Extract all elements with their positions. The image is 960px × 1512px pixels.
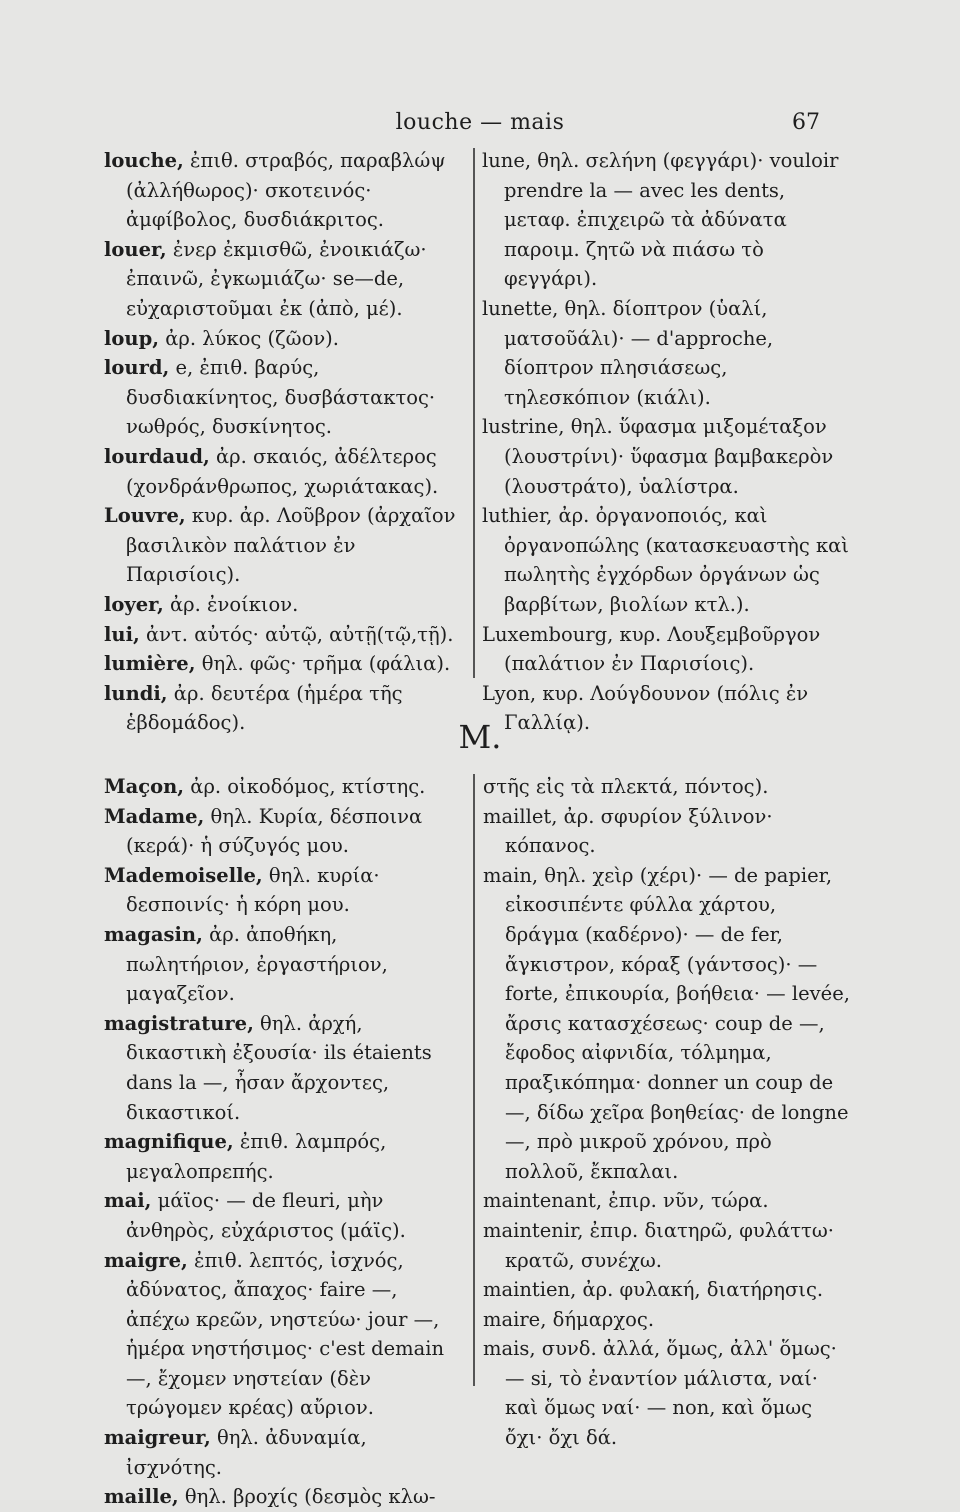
dictionary-entry — [483, 1334, 853, 1452]
entry-headword: maille, — [104, 1485, 179, 1509]
dictionary-entry — [104, 802, 466, 861]
dictionary-entry — [104, 146, 466, 235]
entry-definition: κυρ. ἀρ. Λοῦβρον (ἀρχαῖον βασιλικὸν παλάτιον ἐν Παρισίοις). — [126, 504, 456, 587]
dictionary-entry — [104, 501, 466, 590]
entry-definition: θηλ. φῶς· τρῆμα (φάλια). — [195, 652, 451, 676]
dictionary-entry — [104, 861, 466, 920]
entry-definition: lunette, θηλ. δίοπτρον (ὑαλί, ματσοῦάλι)· — d'approche, δίοπτρον πλησιάσεως, τηλεσκόπιον (κιάλι). — [482, 296, 774, 409]
entry-definition: luthier, ἀρ. ὀργανοποιός, καὶ ὀργανοπώλης (κατασκευαστὴς καὶ πωλητὴς ἐγχόρδων ὀργάνων ὡς βαρβίτων, βιολίων κτλ.). — [482, 504, 849, 616]
entry-definition: ἐπιθ. λαμπρός, μεγαλοπρεπής. — [126, 1130, 387, 1183]
dictionary-entry — [104, 1423, 466, 1482]
entry-headword: lumière, — [104, 652, 196, 676]
dictionary-entry — [104, 1186, 466, 1245]
entry-definition: mais, συνδ. ἀλλά, ὅμως, ἀλλ' ὅμως· — si, τὸ ἐναντίον μάλιστα, ναί· καὶ ὅμως ναί· — non, καὶ ὅμως ὄχι· ὄχι δά. — [483, 1337, 837, 1450]
dictionary-entry — [482, 412, 852, 501]
dictionary-entry — [104, 590, 466, 620]
entry-definition: ἐπιθ. λεπτός, ἰσχνός, ἀδύνατος, ἄπαχος· faire —, ἀπέχω κρεῶν, νηστεύω· jour —, ἡμέρα νηστήσιμος· c'est demain —, ἔχομεν νηστείαν (δὲν τρώγομεν κρέας) αὔριον. — [126, 1248, 445, 1420]
entry-definition: ἐπιθ. στραβός, παραβλώψ (ἀλλήθωρος)· σκοτεινός· ἀμφίβολος, δυσδιάκριτος. — [126, 149, 446, 232]
dictionary-entry — [483, 1275, 853, 1305]
dictionary-entry — [104, 353, 466, 442]
entry-definition: ἀρ. οἰκοδόμος, κτίστης. — [184, 775, 426, 798]
entry-definition: maintenir, ἐπιρ. διατηρῶ, φυλάττω· κρατῶ, συνέχω. — [483, 1218, 834, 1272]
dictionary-entry — [104, 442, 466, 501]
dictionary-entry — [104, 324, 466, 354]
entry-headword: maigreur, — [104, 1426, 211, 1450]
entry-definition: μάϊος· — de fleuri, μὴν ἀνθηρὸς, εὐχάριστος (μάϊς). — [126, 1189, 406, 1242]
entry-definition: maire, δήμαρχος. — [483, 1307, 655, 1331]
dictionary-entry — [104, 235, 466, 324]
entry-headword: mai, — [104, 1189, 152, 1213]
entry-definition: θηλ. ἀρχή, δικαστικὴ ἐξουσία· ils étaients dans la —, ἦσαν ἄρχοντες, δικαστικοί. — [126, 1011, 432, 1124]
entry-headword: lui, — [104, 622, 140, 646]
entry-headword: Louvre, — [104, 504, 186, 528]
entry-definition: main, θηλ. χεὶρ (χέρι)· — de papier, εἰκοσιπέντε φύλλα χάρτου, δράγμα (καδέρνο)· — de fer, ἄγκιστρον, κόραξ (γάντσος)· — forte, ἐπικουρία, βοήθεια· — levée, ἄρσις κατασχέσεως· coup de —, ἔφοδος αἰφνιδία, τόλμημα, πραξικόπημα· donner un coup de —, δίδω χεῖρα βοηθείας· de longne —, πρὸ μικροῦ χρόνου, πρὸ πολλοῦ, ἔκπαλαι. — [483, 863, 850, 1183]
entry-headword: maigre, — [104, 1248, 188, 1272]
entry-definition: ἀρ. σκαιός, ἀδέλτερος (χονδράνθρωπος, χωριάτακας). — [126, 444, 439, 498]
column-divider — [473, 774, 475, 1386]
column-divider — [473, 148, 475, 678]
entry-definition: ἀρ. δευτέρα (ἡμέρα τῆς ἑβδομάδος). — [126, 681, 403, 735]
entry-definition: θηλ. ἀδυναμία, ἰσχνότης. — [126, 1426, 367, 1479]
entry-definition: ἀντ. αὐτός· αὐτῷ, αὐτῇ(τῷ,τῇ). — [139, 622, 454, 646]
dictionary-entry — [104, 1009, 466, 1127]
entry-definition: θηλ. κυρία· δεσποινίς· ἡ κόρη μου. — [126, 863, 380, 917]
entry-definition: θηλ. Κυρία, δέσποινα (κερά)· ἡ σύζυγός μου. — [126, 804, 423, 858]
entry-headword: Maçon, — [104, 775, 185, 798]
dictionary-entry — [483, 802, 853, 861]
entry-headword: lourd, — [104, 356, 170, 380]
dictionary-entry — [104, 620, 466, 650]
entry-definition: e, ἐπιθ. βαρύς, δυσδιακίνητος, δυσβάστακτος· νωθρός, δυσκίνητος. — [126, 356, 436, 439]
entry-definition: ἐνερ ἐκμισθῶ, ἐνοικιάζω· ἐπαινῶ, ἐγκωμιάζω· se—de, εὐχαριστοῦμαι ἐκ (ἀπὸ, μέ). — [126, 237, 427, 320]
dictionary-entry — [483, 1305, 853, 1335]
entry-headword: Mademoiselle, — [104, 863, 263, 887]
entry-definition: στῆς εἰς τὰ πλεκτά, πόντος). — [483, 775, 769, 798]
column-right-top — [482, 146, 852, 738]
entry-headword: magasin, — [104, 922, 203, 946]
entry-definition: lustrine, θηλ. ὕφασμα μιξομέταξον (λουστρίνι)· ὕφασμα βαμβακερὸν (λουστράτο), ὑαλίστρα. — [482, 415, 834, 498]
entry-definition: maillet, ἀρ. σφυρίον ξύλινον· κόπανος. — [483, 804, 773, 858]
dictionary-entry — [483, 1216, 853, 1275]
entry-headword: louer, — [104, 237, 167, 261]
dictionary-entry — [104, 920, 466, 1009]
column-left-top — [104, 146, 466, 738]
dictionary-entry — [483, 772, 853, 802]
entry-definition: ἀρ. ἐνοίκιον. — [163, 592, 299, 616]
dictionary-entry — [104, 772, 466, 802]
entry-definition: maintien, ἀρ. φυλακή, διατήρησις. — [483, 1278, 824, 1302]
entry-headword: loup, — [104, 326, 160, 350]
entry-headword: lourdaud, — [104, 444, 210, 468]
dictionary-entry — [482, 620, 852, 679]
dictionary-entry — [104, 1246, 466, 1424]
dictionary-entry — [104, 1482, 466, 1512]
running-title: louche — mais — [395, 110, 565, 135]
entry-definition: θηλ. βροχίς (δεσμὸς κλω- — [178, 1485, 436, 1509]
section-letter: M. — [458, 718, 502, 756]
dictionary-entry — [104, 1127, 466, 1186]
entry-headword: magistrature, — [104, 1011, 254, 1035]
entry-headword: magnifique, — [104, 1130, 234, 1154]
entry-definition: maintenant, ἐπιρ. νῦν, τώρα. — [483, 1189, 769, 1213]
entry-headword: Madame, — [104, 804, 205, 828]
dictionary-entry — [482, 146, 852, 294]
column-left-bottom — [104, 772, 466, 1512]
page-header — [0, 110, 960, 140]
entry-definition: Lyon, κυρ. Λούγδουνον (πόλις ἐν Γαλλίᾳ). — [482, 681, 809, 735]
dictionary-entry — [104, 649, 466, 679]
dictionary-entry — [483, 861, 853, 1187]
dictionary-entry — [482, 501, 852, 619]
entry-definition: ἀρ. λύκος (ζῶον). — [159, 326, 339, 350]
column-right-bottom — [483, 772, 853, 1453]
page-number: 67 — [792, 110, 820, 135]
entry-definition: Luxembourg, κυρ. Λουξεμβοῦργον (παλάτιον ἐν Παρισίοις). — [482, 622, 821, 676]
dictionary-entry — [483, 1186, 853, 1216]
entry-definition: ἀρ. ἀποθήκη, πωλητήριον, ἐργαστήριον, μαγαζεῖον. — [126, 922, 388, 1006]
entry-headword: louche, — [104, 149, 184, 172]
entry-definition: lune, θηλ. σελήνη (φεγγάρι)· vouloir prendre la — avec les dents, μεταφ. ἐπιχειρῶ τὰ ἀδύνατα παροιμ. ζητῶ νὰ πιάσω τὸ φεγγάρι). — [482, 149, 839, 291]
entry-headword: lundi, — [104, 681, 168, 705]
dictionary-entry — [482, 294, 852, 412]
entry-headword: loyer, — [104, 592, 164, 616]
